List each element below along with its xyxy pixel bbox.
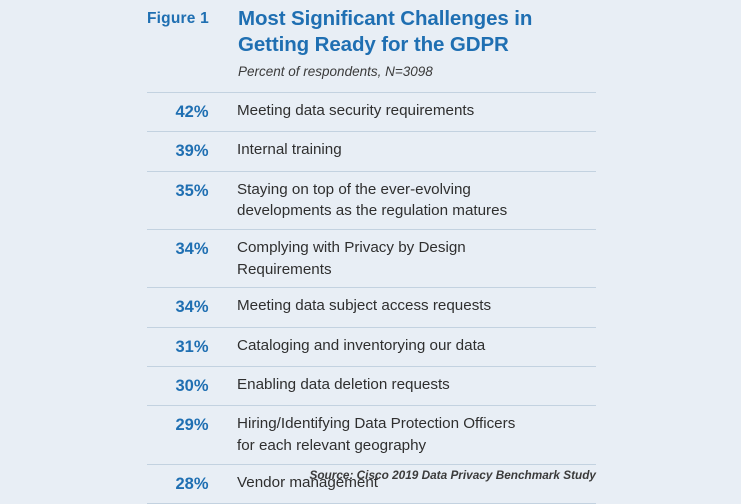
- figure-subtitle: Percent of respondents, N=3098: [238, 64, 433, 80]
- row-label-line-1: Vendor management: [237, 473, 379, 491]
- row-label: [237, 179, 596, 222]
- row-label: [237, 295, 596, 317]
- row-label-line-1: Meeting data security requirements: [237, 102, 475, 119]
- row-label-line-1: Meeting data subject access requests: [237, 297, 492, 315]
- row-label-line-1: Enabling data deletion requests: [237, 376, 450, 393]
- table-row: [147, 171, 596, 229]
- table-row: [147, 92, 596, 131]
- row-label: [237, 374, 596, 396]
- row-label: [237, 413, 596, 456]
- row-value: 30%: [175, 377, 209, 395]
- row-label: [237, 139, 596, 161]
- row-value: 31%: [175, 337, 209, 356]
- row-value: 39%: [175, 142, 209, 161]
- table-row: [147, 287, 596, 326]
- table-row: [147, 405, 596, 463]
- row-label-line-2: developments as the regulation matures: [237, 202, 508, 220]
- row-label-line-1: Internal training: [237, 141, 342, 159]
- row-label-line-1: Cataloging and inventorying our data: [237, 336, 486, 354]
- row-value: 42%: [175, 103, 209, 121]
- table-row: [147, 366, 596, 405]
- challenges-table: [147, 92, 596, 504]
- figure-label: Figure 1: [147, 10, 209, 27]
- title-line-1: Most Significant Challenges in: [238, 7, 533, 30]
- table-row: [147, 131, 596, 170]
- row-label-line-2: for each relevant geography: [237, 437, 427, 454]
- row-value: 29%: [175, 416, 209, 435]
- row-value: 34%: [175, 298, 209, 317]
- row-label: [237, 237, 596, 280]
- row-value: 34%: [175, 240, 209, 258]
- table-row: [147, 327, 596, 366]
- row-value: 28%: [175, 474, 209, 493]
- row-label: [237, 100, 596, 122]
- page-title: [238, 6, 638, 58]
- title-line-2: Getting Ready for the GDPR: [238, 33, 509, 57]
- row-label-line-2: Requirements: [237, 260, 332, 278]
- row-label: [237, 335, 596, 357]
- table-row: [147, 229, 596, 287]
- source-note: Source: Cisco 2019 Data Privacy Benchmark Study: [309, 468, 596, 482]
- figure-title-block: [238, 6, 638, 79]
- row-label-line-1: Hiring/Identifying Data Protection Officers: [237, 415, 516, 433]
- row-label-line-1: Complying with Privacy by Design: [237, 239, 466, 256]
- row-value: 35%: [175, 181, 209, 200]
- row-label-line-1: Staying on top of the ever-evolving: [237, 180, 471, 198]
